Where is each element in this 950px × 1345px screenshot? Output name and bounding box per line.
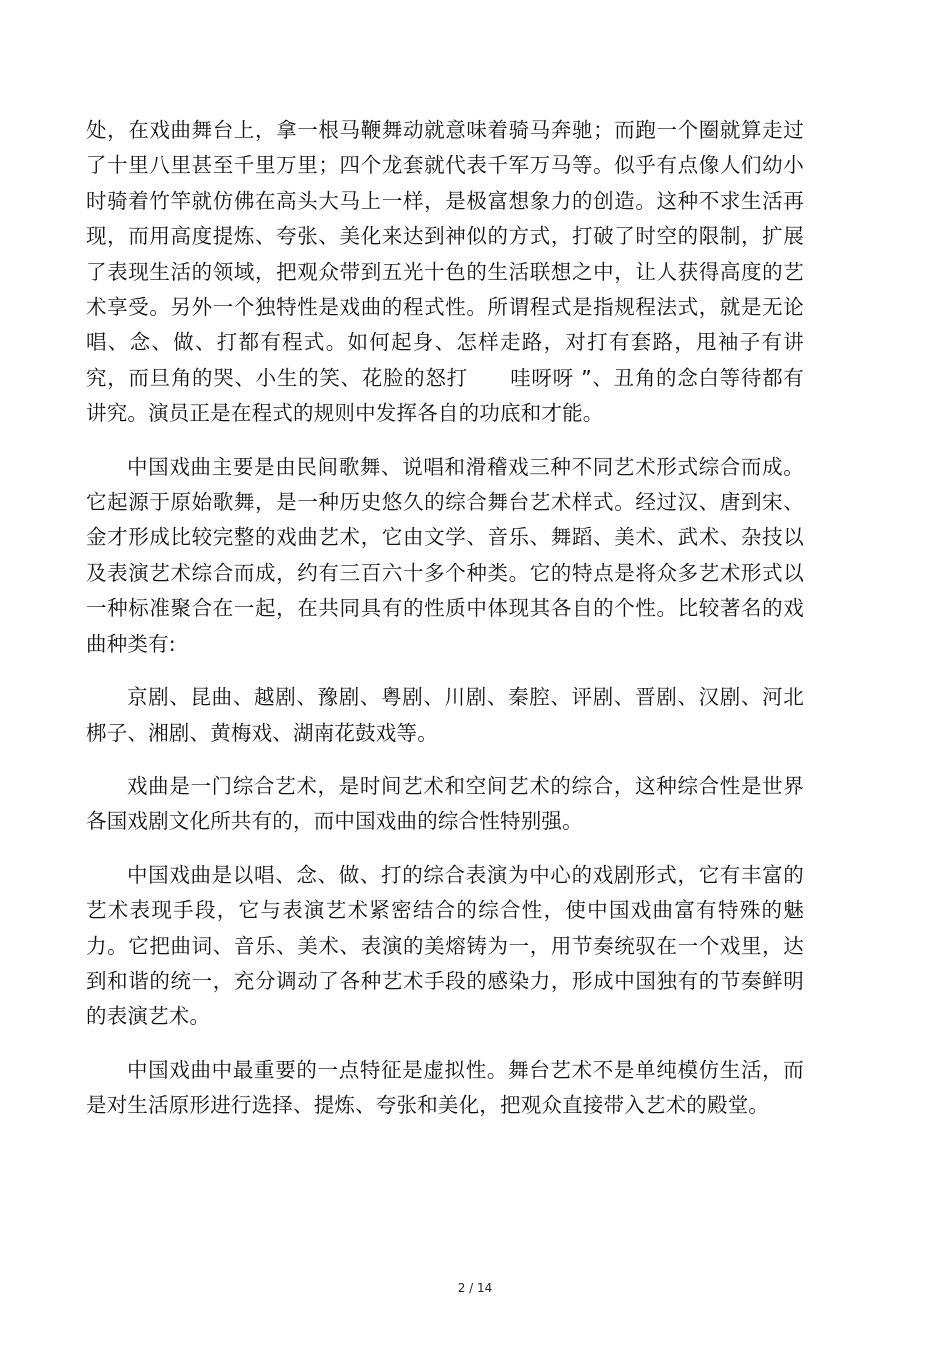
document-body [86, 113, 804, 1124]
paragraph-opera-types: 京剧、昆曲、越剧、豫剧、粤剧、川剧、秦腔、评剧、晋剧、汉剧、河北梆子、湘剧、黄梅戏、湖南花鼓戏等。 [86, 685, 804, 745]
paragraph-continuation: 处，在戏曲舞台上，拿一根马鞭舞动就意味着骑马奔驰；而跑一个圈就算走过了十里八里甚至千里万里；四个龙套就代表千军万马等。似乎有点像人们幼小时骑着竹竿就仿佛在高头大马上一样，是极富想象力的创造。这种不求生活再现，而用高度提炼、夸张、美化来达到神似的方式，打破了时空的限制，扩展了表现生活的领域，把观众带到五光十色的生活联想之中，让人获得高度的艺术享受。另外一个独特性是戏曲的程式性。所谓程式是指规程法式，就是无论唱、念、做、打都有程式。如何起身、怎样走路，对打有套路，甩袖子有讲究，而旦角的哭、小生的笑、花脸的怒打 哇呀呀 ”、丑角的念白等待都有讲究。演员正是在程式的规则中发挥各自的功底和才能。 [86, 118, 804, 426]
paragraph-performance-form: 中国戏曲是以唱、念、做、打的综合表演为中心的戏剧形式，它有丰富的艺术表现手段，它与表演艺术紧密结合的综合性，使中国戏曲富有特殊的魅力。它把曲词、音乐、美术、表演的美熔铸为一，用节奏统驭在一个戏里，达到和谐的统一，充分调动了各种艺术手段的感染力，形成中国独有的节奏鲜明的表演艺术。 [86, 862, 804, 1029]
paragraph-gap [86, 1035, 804, 1053]
paragraph-virtuality: 中国戏曲中最重要的一点特征是虚拟性。舞台艺术不是单纯模仿生活，而是对生活原形进行选择、提炼、夸张和美化，把观众直接带入艺术的殿堂。 [86, 1057, 804, 1118]
page-number: 2 / 14 [457, 1281, 493, 1295]
paragraph-gap [86, 840, 804, 858]
paragraph-gap [86, 662, 804, 680]
paragraph-gap [86, 751, 804, 769]
paragraph-origins: 中国戏曲主要是由民间歌舞、说唱和滑稽戏三种不同艺术形式综合而成。它起源于原始歌舞，是一种历史悠久的综合舞台艺术样式。经过汉、唐到宋、金才形成比较完整的戏曲艺术，它由文学、音乐、舞蹈、美术、武术、杂技以及表演艺术综合而成，约有三百六十多个种类。它的特点是将众多艺术形式以一种标准聚合在一起，在共同具有的性质中体现其各自的个性。比较著名的戏曲种类有: [86, 454, 804, 656]
paragraph-comprehensive-art: 戏曲是一门综合艺术，是时间艺术和空间艺术的综合，这种综合性是世界各国戏剧文化所共有的，而中国戏曲的综合性特别强。 [86, 773, 804, 834]
paragraph-gap [86, 432, 804, 450]
